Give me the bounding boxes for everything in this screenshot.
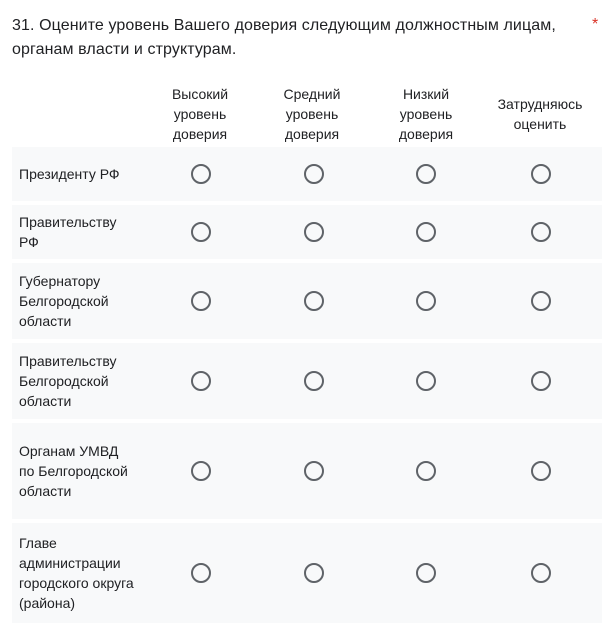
radio-high[interactable]	[191, 371, 211, 391]
row-label: Главе администрации городского округа (района)	[19, 535, 134, 611]
radio-high[interactable]	[191, 461, 211, 481]
column-header-high: Высокий уровень доверия	[171, 86, 229, 142]
radio-medium[interactable]	[304, 164, 324, 184]
grid-row	[12, 423, 602, 519]
radio-medium[interactable]	[304, 222, 324, 242]
radio-low[interactable]	[416, 563, 436, 583]
row-label: Правительству Белгородской области	[19, 353, 117, 409]
grid-row	[12, 523, 602, 623]
grid-row	[12, 263, 602, 339]
grid-row	[12, 205, 602, 259]
radio-undecided[interactable]	[531, 371, 551, 391]
radio-low[interactable]	[416, 371, 436, 391]
column-header-medium: Средний уровень доверия	[283, 86, 341, 142]
radio-low[interactable]	[416, 222, 436, 242]
radio-medium[interactable]	[304, 461, 324, 481]
radio-high[interactable]	[191, 563, 211, 583]
row-label: Президенту РФ	[19, 166, 120, 182]
radio-low[interactable]	[416, 461, 436, 481]
row-label: Правительству РФ	[19, 214, 117, 250]
radio-high[interactable]	[191, 164, 211, 184]
radio-high[interactable]	[191, 291, 211, 311]
radio-medium[interactable]	[304, 291, 324, 311]
column-header-low: Низкий уровень доверия	[398, 86, 454, 142]
required-asterisk: *	[592, 16, 599, 33]
radio-low[interactable]	[416, 164, 436, 184]
radio-undecided[interactable]	[531, 164, 551, 184]
grid-row	[12, 343, 602, 419]
radio-low[interactable]	[416, 291, 436, 311]
radio-undecided[interactable]	[531, 563, 551, 583]
radio-medium[interactable]	[304, 371, 324, 391]
radio-medium[interactable]	[304, 563, 324, 583]
radio-undecided[interactable]	[531, 461, 551, 481]
radio-undecided[interactable]	[531, 291, 551, 311]
radio-undecided[interactable]	[531, 222, 551, 242]
row-label: Органам УМВД по Белгородской области	[19, 443, 128, 499]
grid-row	[12, 147, 602, 201]
radio-high[interactable]	[191, 222, 211, 242]
row-label: Губернатору Белгородской области	[19, 273, 109, 329]
column-header-undecided: Затрудняюсь оценить	[497, 96, 583, 132]
question-title: 31. Оцените уровень Вашего доверия следующим должностным лицам, органам власти и структурам.	[12, 17, 556, 58]
